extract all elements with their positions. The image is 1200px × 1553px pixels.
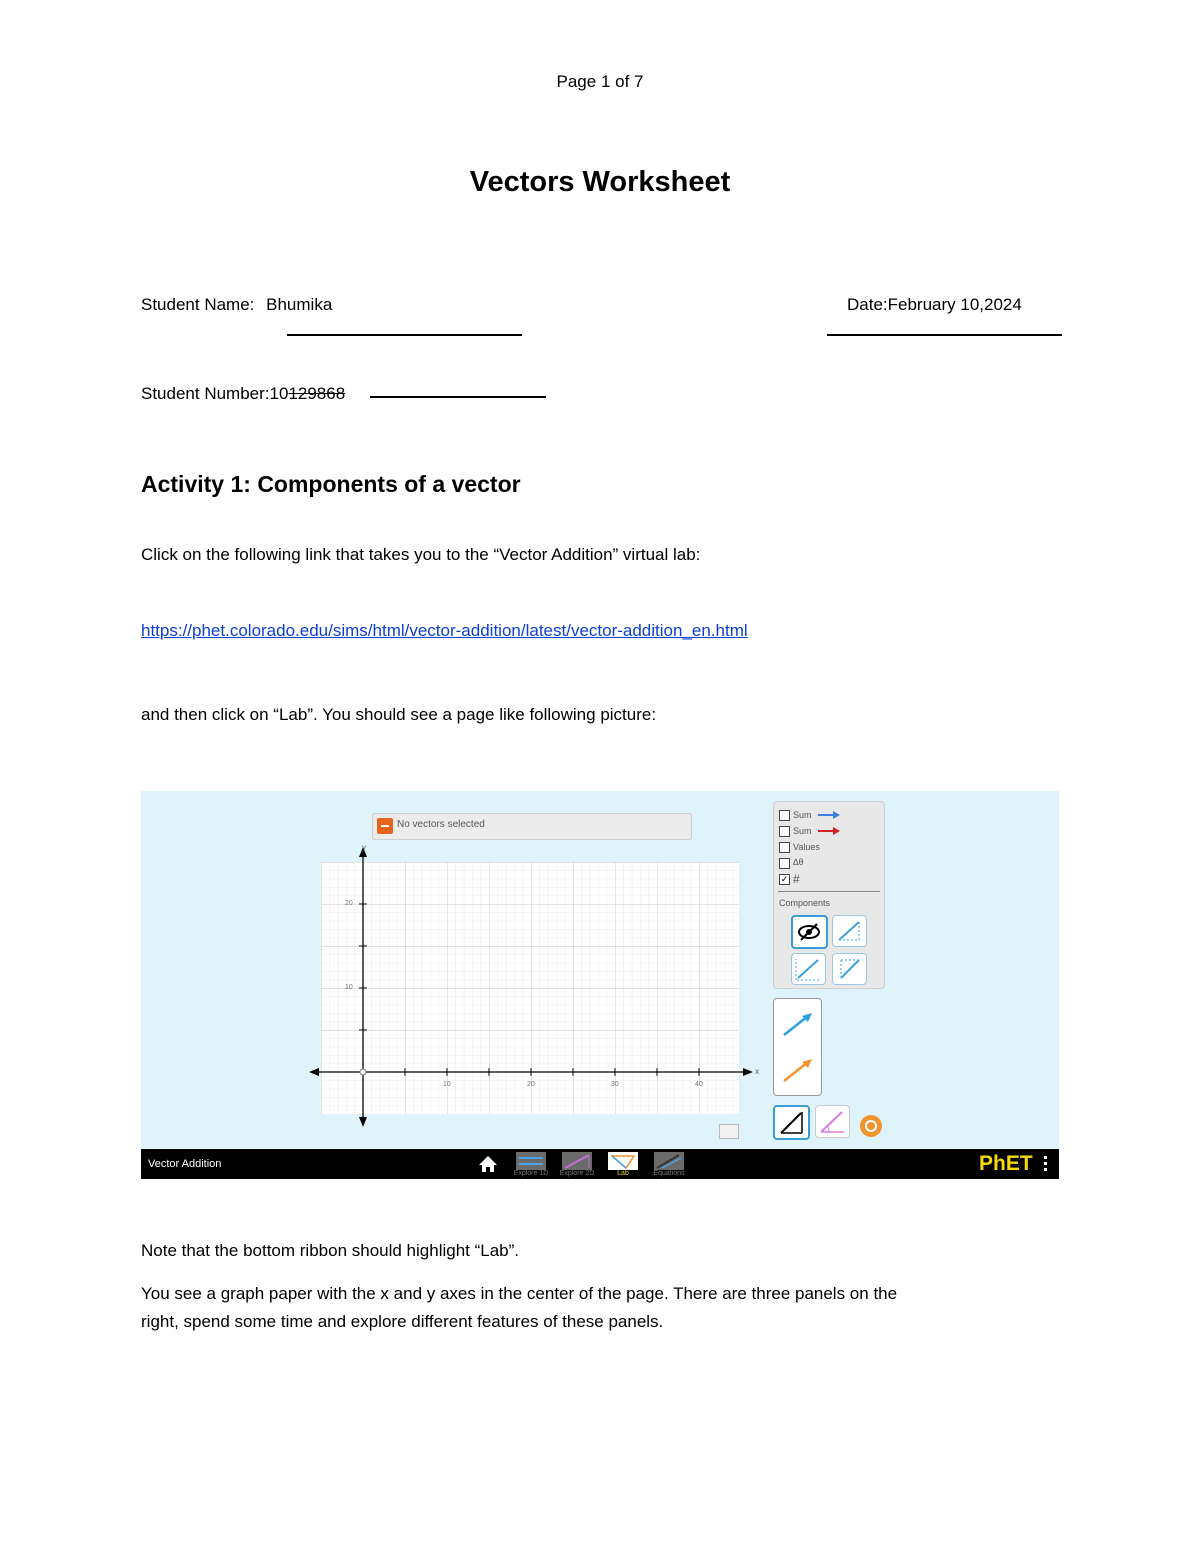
explore-2d-icon bbox=[562, 1152, 592, 1170]
parallelogram-components-icon bbox=[792, 954, 825, 984]
values-checkbox[interactable] bbox=[779, 842, 790, 853]
tab-equations-label: Equations bbox=[653, 1170, 685, 1177]
tab-explore-2d-label: Explore 2D bbox=[559, 1170, 595, 1177]
x-tick-40: 40 bbox=[695, 1081, 703, 1088]
x-axis-label: x bbox=[755, 1067, 759, 1076]
date-label: Date: bbox=[847, 295, 888, 314]
paragraph-line-2: right, spend some time and explore different features of these panels. bbox=[141, 1312, 664, 1331]
triangle-components-icon bbox=[833, 916, 866, 946]
pink-vector-angle-icon bbox=[816, 1106, 849, 1137]
sum-red-label: Sum bbox=[793, 826, 812, 836]
zoom-checkbox[interactable] bbox=[719, 1124, 739, 1139]
lab-icon bbox=[608, 1152, 638, 1170]
grid-label: # bbox=[793, 872, 800, 886]
axis-components-icon bbox=[833, 954, 866, 984]
student-number-row bbox=[141, 384, 345, 404]
intro-text: Click on the following link that takes you to the “Vector Addition” virtual lab: bbox=[141, 545, 701, 564]
sum-blue-label: Sum bbox=[793, 810, 812, 820]
blue-arrow-icon bbox=[818, 811, 840, 819]
activity-heading: Activity 1: Components of a vector bbox=[141, 471, 521, 497]
x-tick-10: 10 bbox=[443, 1081, 451, 1088]
values-label: Values bbox=[793, 842, 820, 852]
student-number-visible: 10 bbox=[269, 384, 289, 403]
black-vector-triangle-icon bbox=[775, 1107, 808, 1138]
reset-all-icon[interactable] bbox=[860, 1115, 882, 1137]
selection-label: No vectors selected bbox=[397, 819, 485, 830]
page-number: Page 1 of 7 bbox=[556, 72, 644, 91]
phet-screenshot bbox=[141, 791, 1059, 1179]
y-tick-20: 20 bbox=[345, 900, 353, 907]
student-number-underline bbox=[370, 396, 546, 398]
x-tick-20: 20 bbox=[527, 1081, 535, 1088]
y-tick-10: 10 bbox=[345, 984, 353, 991]
student-number-label: Student Number: bbox=[141, 384, 270, 403]
tab-explore-2d[interactable] bbox=[562, 1152, 592, 1170]
eye-slash-icon bbox=[793, 917, 826, 947]
reset-all-ring bbox=[865, 1120, 877, 1132]
note-text: Note that the bottom ribbon should highlight “Lab”. bbox=[141, 1241, 520, 1260]
components-hidden-button[interactable] bbox=[791, 915, 828, 949]
worksheet-title: Vectors Worksheet bbox=[469, 166, 731, 198]
date-row bbox=[847, 295, 1022, 315]
orange-vector-icon[interactable] bbox=[782, 1057, 814, 1083]
x-tick-30: 30 bbox=[611, 1081, 619, 1088]
red-arrow-icon bbox=[818, 827, 840, 835]
student-name-value: Bhumika bbox=[266, 295, 333, 314]
components-label: Components bbox=[779, 898, 831, 908]
y-axis-label: y bbox=[362, 843, 366, 852]
angle-label: ∆θ bbox=[793, 857, 804, 867]
student-name-underline bbox=[287, 334, 522, 336]
components-parallelogram-button[interactable] bbox=[791, 953, 826, 985]
blue-vector-icon[interactable] bbox=[782, 1011, 814, 1037]
menu-dots-icon[interactable] bbox=[1044, 1156, 1047, 1172]
selection-bar bbox=[372, 813, 692, 840]
tab-lab-label: Lab bbox=[617, 1170, 629, 1177]
sum-red-checkbox[interactable] bbox=[779, 826, 790, 837]
vector-set-1-button[interactable] bbox=[773, 1105, 810, 1140]
equations-icon bbox=[654, 1152, 684, 1170]
components-on-axis-button[interactable] bbox=[832, 953, 867, 985]
student-number-struck: 129868 bbox=[288, 384, 346, 403]
navigation-bar bbox=[141, 1149, 1059, 1179]
lab-link[interactable]: https://phet.colorado.edu/sims/html/vector-addition/latest/vector-addition_en.html bbox=[141, 621, 748, 640]
phet-logo[interactable]: PhET bbox=[979, 1152, 1033, 1175]
options-panel bbox=[773, 801, 885, 989]
date-value: February 10,2024 bbox=[887, 295, 1022, 314]
instruction-text: and then click on “Lab”. You should see a page like following picture: bbox=[141, 705, 657, 724]
tab-explore-1d-label: Explore 1D bbox=[513, 1170, 549, 1177]
paragraph-line-1: You see a graph paper with the x and y axes in the center of the page. There are three panels on the bbox=[141, 1284, 898, 1303]
vector-creator-panel bbox=[773, 998, 822, 1096]
sim-title: Vector Addition bbox=[148, 1158, 222, 1170]
sum-blue-checkbox[interactable] bbox=[779, 810, 790, 821]
minimize-icon bbox=[377, 818, 393, 834]
components-triangle-button[interactable] bbox=[832, 915, 867, 947]
date-underline bbox=[827, 334, 1062, 336]
student-name-label: Student Name: bbox=[141, 295, 255, 314]
home-icon[interactable] bbox=[478, 1155, 498, 1173]
panel-divider bbox=[778, 891, 880, 892]
student-name-row bbox=[141, 295, 332, 315]
explore-1d-icon bbox=[516, 1152, 546, 1170]
angle-checkbox[interactable] bbox=[779, 858, 790, 869]
tab-lab-active[interactable] bbox=[608, 1152, 638, 1170]
tab-explore-1d[interactable] bbox=[516, 1152, 546, 1170]
vector-set-2-button[interactable] bbox=[815, 1105, 850, 1138]
tab-equations[interactable] bbox=[654, 1152, 684, 1170]
grid-checkbox-checked[interactable]: ✓ bbox=[780, 874, 789, 884]
